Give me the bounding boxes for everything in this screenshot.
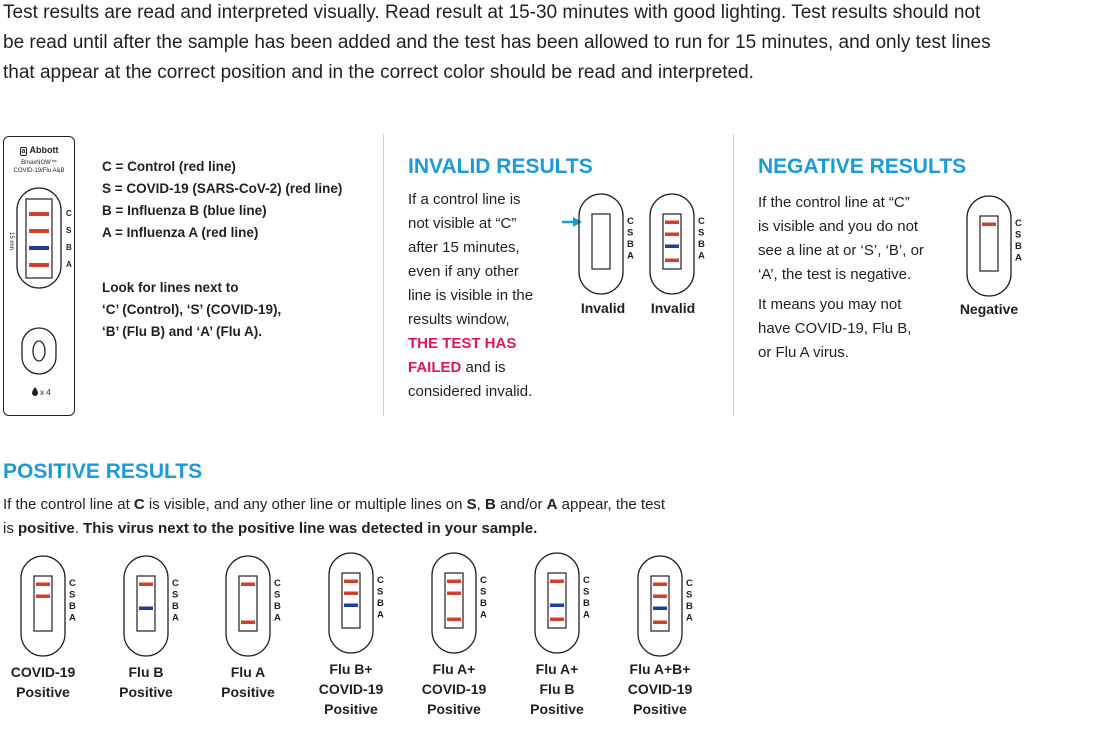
positive-caption-5-line-1: Flu A+ — [432, 661, 476, 677]
positive-window-3-line-a — [241, 621, 255, 625]
positive-caption-7-line-2: COVID-19 — [627, 681, 693, 697]
invalid-window-1-outer — [579, 194, 623, 294]
legend-item-b: B = Influenza B (blue line) — [102, 203, 267, 218]
invalid-line-5: line is visible in the — [408, 287, 534, 304]
positive-window-5-line-s — [447, 592, 461, 596]
invalid-window-1-letter-c: C — [627, 216, 634, 227]
positive-window-3-letter-a: A — [274, 612, 281, 624]
positive-window-6-line-c — [550, 580, 564, 584]
positive-caption-5-line-2: COVID-19 — [421, 681, 487, 697]
positive-window-7-line-c — [653, 583, 667, 587]
positive-window-1-letter-b: B — [69, 601, 76, 612]
invalid-heading: INVALID RESULTS — [408, 155, 593, 178]
positive-window-6-outer — [535, 553, 579, 653]
invalid-fail-line-1: THE TEST HAS — [408, 335, 517, 352]
pos-intro-text-7: . — [74, 520, 84, 537]
look-line-2: ‘C’ (Control), ‘S’ (COVID-19), — [102, 302, 282, 317]
positive-window-6-line-a — [550, 618, 564, 622]
positive-window-3-line-c — [241, 583, 255, 587]
negative-line-4: ‘A’, the test is negative. — [758, 266, 912, 283]
positive-heading: POSITIVE RESULTS — [3, 460, 203, 483]
device-letter-c: C — [66, 209, 72, 218]
positive-caption-6-line-1: Flu A+ — [535, 661, 579, 677]
invalid-window-1-strip — [592, 214, 610, 269]
intro-line-3: that appear at the correct position and in the correct color should be read and interpreted. — [3, 62, 754, 83]
positive-caption-1-line-1: COVID-19 — [10, 664, 76, 680]
negative-line-1: If the control line at “C” — [758, 194, 910, 211]
positive-window-5-letter-a: A — [480, 609, 487, 621]
pos-intro-bold: This virus next to the positive line was detected in your sample. — [83, 520, 538, 537]
positive-window-4-letter-c: C — [377, 575, 384, 586]
negative-line-7: or Flu A virus. — [758, 344, 849, 361]
positive-window-7-letter-s: S — [686, 589, 693, 601]
positive-window-7-line-b — [653, 607, 667, 611]
positive-window-6-line-b — [550, 604, 564, 608]
positive-window-7-letter-c: C — [686, 578, 693, 589]
device-time-label: 15 min — [8, 232, 14, 251]
positive-caption-3-line-1: Flu A — [230, 664, 266, 680]
negative-caption-text: Negative — [959, 301, 1019, 317]
invalid-window-2-line-a — [665, 259, 679, 263]
negative-window-letter-b: B — [1015, 241, 1022, 252]
intro-line-2: be read until after the sample has been added and the test has been allowed to run for 15 minutes, and only test lines — [3, 32, 991, 53]
invalid-line-2: not visible at “C” — [408, 215, 517, 232]
invalid-window-2-letter-s: S — [698, 227, 705, 239]
positive-window-4-line-b — [344, 604, 358, 608]
abbott-logo: a — [21, 148, 26, 155]
positive-window-5-letter-b: B — [480, 598, 487, 609]
positive-window-2-line-c — [139, 583, 153, 587]
positive-window-4-outer — [329, 553, 373, 653]
positive-window-6-letter-s: S — [583, 586, 590, 598]
positive-caption-5-line-3: Positive — [427, 701, 481, 717]
invalid-line-3: after 15 minutes, — [408, 239, 520, 256]
invalid-window-2-line-c — [665, 221, 679, 225]
positive-caption-2-line-2: Positive — [119, 684, 173, 700]
invalid-window-2-outer — [650, 194, 694, 294]
positive-window-5-letter-s: S — [480, 586, 487, 598]
positive-window-3-outer — [226, 556, 270, 656]
positive-caption-4-line-3: Positive — [324, 701, 378, 717]
positive-caption-6-line-2: Flu B — [539, 681, 575, 697]
pos-intro-b: B — [484, 496, 496, 513]
pos-intro-text-6: is — [3, 520, 18, 537]
device-drops-label: x 4 — [40, 388, 51, 397]
legend-item-c: C = Control (red line) — [102, 159, 236, 174]
pos-intro-text-2: is visible, and any other line or multiple lines on — [144, 496, 467, 513]
negative-line-5: It means you may not — [758, 296, 902, 313]
pos-intro-text-1: If the control line at — [3, 496, 134, 513]
negative-line-6: have COVID-19, Flu B, — [758, 320, 912, 337]
invalid-window-2-letter-a: A — [698, 250, 705, 262]
positive-window-4-letter-a: A — [377, 609, 384, 621]
invalid-fail-line-2: FAILED — [408, 359, 462, 376]
negative-window-line-c — [982, 223, 996, 227]
negative-line-3: see a line at or ‘S’, ‘B’, or — [758, 242, 924, 259]
negative-window-letter-c: C — [1015, 218, 1022, 229]
positive-caption-3-line-2: Positive — [221, 684, 275, 700]
pos-intro-s: S — [466, 496, 477, 513]
pos-intro-positive: positive — [18, 520, 75, 537]
pos-intro-text-5: appear, the test — [557, 496, 666, 513]
positive-window-6-letter-c: C — [583, 575, 590, 586]
invalid-caption-2-text: Invalid — [650, 300, 696, 316]
positive-window-1-line-s — [36, 595, 50, 599]
positive-window-1-outer — [21, 556, 65, 656]
device-letter-s: S — [66, 226, 72, 235]
positive-window-5-line-c — [447, 580, 461, 584]
invalid-line-1: If a control line is — [408, 191, 521, 208]
positive-window-3-letter-b: B — [274, 601, 281, 612]
positive-window-2-letter-c: C — [172, 578, 179, 589]
invalid-last-line: considered invalid. — [408, 383, 533, 400]
positive-window-7-line-s — [653, 595, 667, 599]
positive-window-7-line-a — [653, 621, 667, 625]
invalid-line-4: even if any other — [408, 263, 519, 280]
positive-caption-7-line-3: Positive — [633, 701, 687, 717]
positive-window-5-letter-c: C — [480, 575, 487, 586]
device-product-line-2: COVID-19/Flu A&B — [13, 168, 65, 174]
device-brand-name: Abbott — [29, 145, 59, 155]
negative-window-letter-a: A — [1015, 252, 1022, 264]
positive-window-3-letter-c: C — [274, 578, 281, 589]
positive-window-2-letter-a: A — [172, 612, 179, 624]
positive-window-7-letter-a: A — [686, 612, 693, 624]
positive-window-2-letter-s: S — [172, 589, 179, 601]
positive-window-6-letter-a: A — [583, 609, 590, 621]
invalid-window-2-letter-c: C — [698, 216, 705, 227]
positive-caption-1-line-2: Positive — [16, 684, 70, 700]
invalid-window-1-letter-a: A — [627, 250, 634, 262]
invalid-window-2-line-b — [665, 245, 679, 249]
positive-window-1-letter-c: C — [69, 578, 76, 589]
positive-caption-2-line-1: Flu B — [128, 664, 164, 680]
invalid-window-2-letter-b: B — [698, 239, 705, 250]
positive-window-4-line-s — [344, 592, 358, 596]
positive-caption-7-line-1: Flu A+B+ — [629, 661, 691, 677]
positive-window-7-letter-b: B — [686, 601, 693, 612]
positive-window-4-letter-b: B — [377, 598, 384, 609]
pos-intro-c: C — [133, 496, 145, 513]
negative-heading: NEGATIVE RESULTS — [758, 155, 967, 178]
positive-caption-4-line-2: COVID-19 — [318, 681, 384, 697]
positive-window-1-line-c — [36, 583, 50, 587]
positive-caption-4-line-1: Flu B+ — [329, 661, 373, 677]
legend-item-a: A = Influenza A (red line) — [102, 225, 259, 240]
positive-window-7-outer — [638, 556, 682, 656]
invalid-window-1-letter-b: B — [627, 239, 634, 250]
positive-window-3-letter-s: S — [274, 589, 281, 601]
positive-window-5-outer — [432, 553, 476, 653]
positive-window-4-line-c — [344, 580, 358, 584]
invalid-line-6: results window, — [408, 311, 510, 328]
legend-item-s: S = COVID-19 (SARS-CoV-2) (red line) — [102, 181, 343, 196]
positive-caption-6-line-3: Positive — [530, 701, 584, 717]
positive-window-1-letter-a: A — [69, 612, 76, 624]
positive-window-2-outer — [124, 556, 168, 656]
negative-window-letter-s: S — [1015, 229, 1022, 241]
invalid-after-fail: and is — [461, 359, 506, 376]
negative-line-2: is visible and you do not — [758, 218, 919, 235]
positive-window-2-letter-b: B — [172, 601, 179, 612]
negative-window-outer — [967, 196, 1011, 296]
positive-window-4-letter-s: S — [377, 586, 384, 598]
invalid-caption-1-text: Invalid — [580, 300, 626, 316]
device-product-line-1: BinaxNOW™ — [21, 160, 57, 166]
invalid-window-1-letter-s: S — [627, 227, 634, 239]
device-letter-b: B — [66, 243, 72, 252]
look-line-1: Look for lines next to — [102, 280, 239, 295]
look-line-3: ‘B’ (Flu B) and ‘A’ (Flu A). — [102, 324, 262, 339]
positive-window-6-letter-b: B — [583, 598, 590, 609]
pos-intro-a: A — [546, 496, 558, 513]
positive-window-5-line-a — [447, 618, 461, 622]
pos-intro-text-3: , — [476, 496, 485, 513]
intro-line-1: Test results are read and interpreted visually. Read result at 15-30 minutes with good lighting. Test results should not — [3, 2, 981, 23]
pos-intro-text-4: and/or — [495, 496, 547, 513]
positive-window-2-line-b — [139, 607, 153, 611]
device-letter-a: A — [66, 260, 72, 269]
positive-window-1-letter-s: S — [69, 589, 76, 601]
invalid-window-2-line-s — [665, 233, 679, 237]
